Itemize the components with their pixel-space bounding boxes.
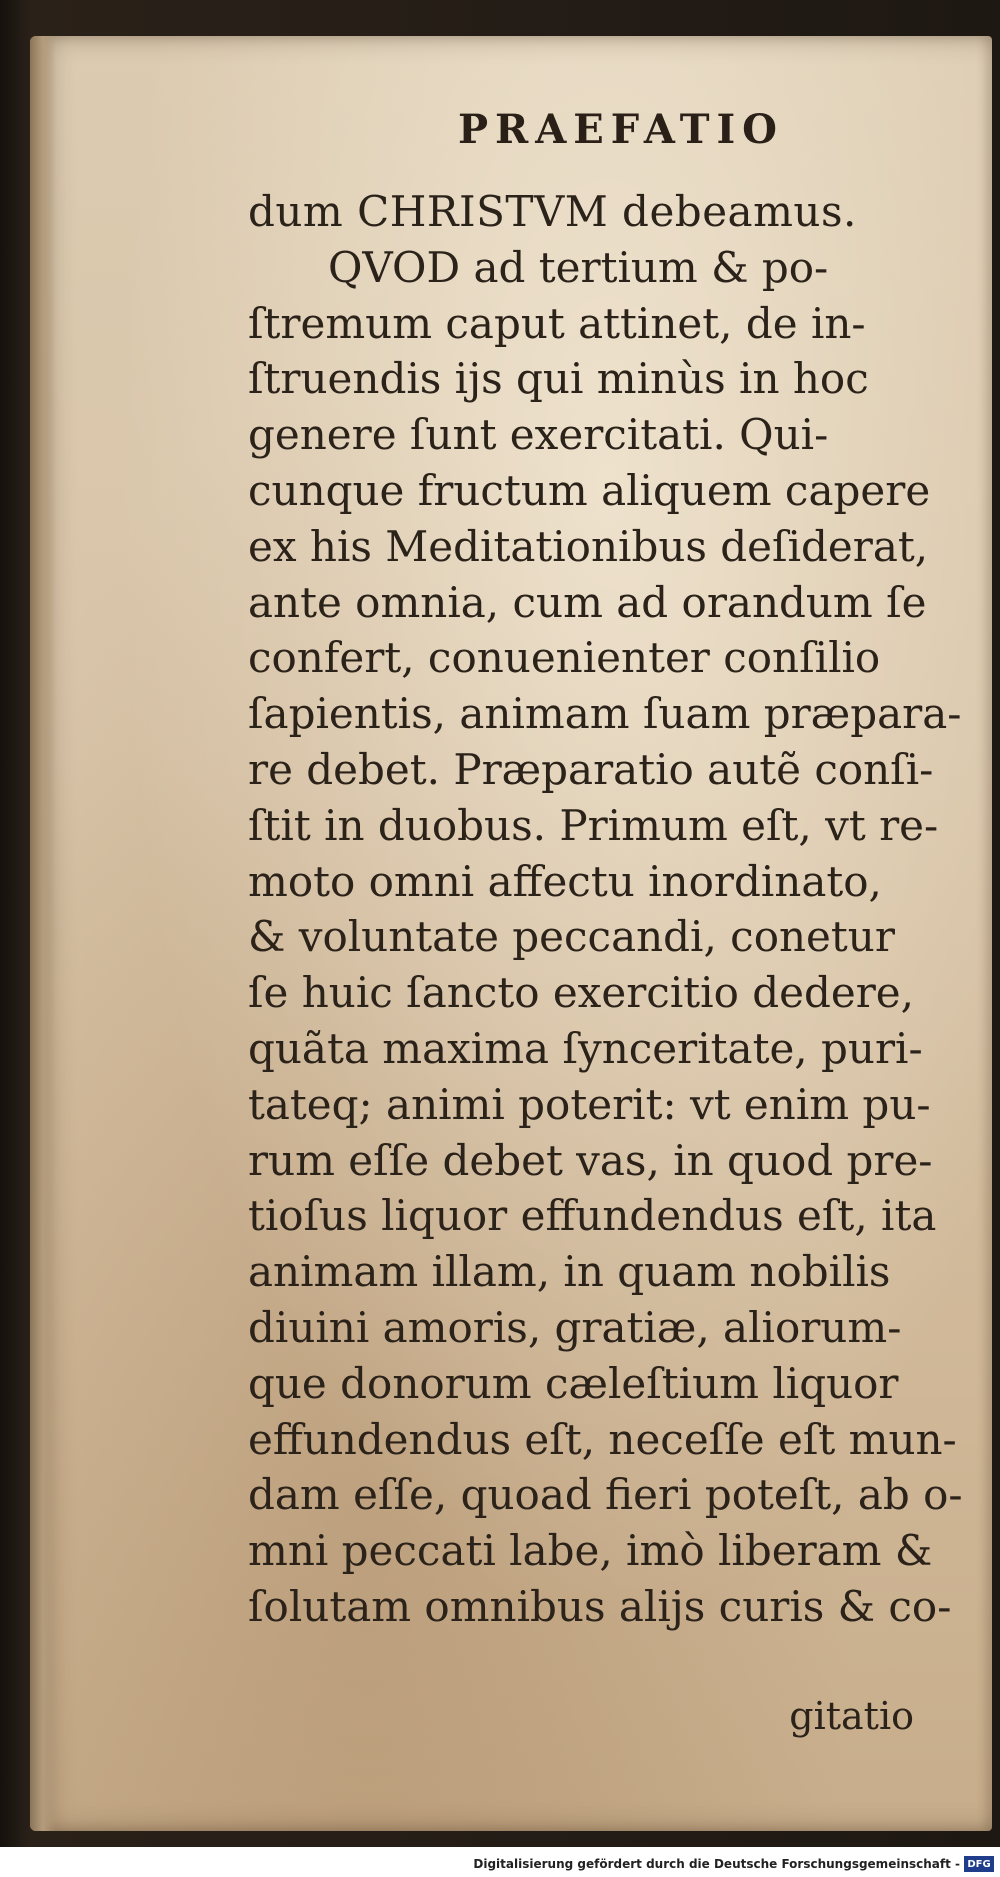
text-line: effundendus eſt, neceſſe eſt mun- bbox=[248, 1414, 957, 1464]
body-text bbox=[248, 184, 966, 1635]
text-line: quãta maxima ſynceritate, puri- bbox=[248, 1023, 923, 1073]
running-head: PRAEFATIO bbox=[457, 106, 785, 153]
text-line: ſolutam omnibus alijs curis & co- bbox=[248, 1581, 952, 1631]
text-line: QVOD ad tertium & po- bbox=[328, 242, 829, 292]
text-line: re debet. Præparatio autẽ conſi- bbox=[248, 744, 934, 794]
dfg-logo: DFG bbox=[964, 1856, 994, 1872]
text-line: dam eſſe, quoad fieri poteſt, ab o- bbox=[248, 1470, 963, 1520]
text-line: moto omni affectu inordinato, bbox=[248, 856, 882, 906]
text-line: ſtruendis ijs qui minùs in hoc bbox=[248, 354, 869, 404]
text-line: animam illam, in quam nobilis bbox=[248, 1247, 891, 1297]
catchword: gitatio bbox=[789, 1694, 914, 1738]
book-page bbox=[30, 36, 992, 1831]
text-line: que donorum cæleſtium liquor bbox=[248, 1358, 899, 1408]
text-line: rum eſſe debet vas, in quod pre- bbox=[248, 1135, 933, 1185]
text-line: tioſus liquor effundendus eſt, ita bbox=[248, 1191, 937, 1241]
text-line: diuini amoris, gratiæ, aliorum- bbox=[248, 1302, 902, 1352]
text-line: dum CHRISTVM debeamus. bbox=[248, 187, 857, 236]
text-line: genere ſunt exercitati. Qui- bbox=[248, 410, 829, 460]
text-line: ex his Meditationibus deſiderat, bbox=[248, 521, 929, 571]
text-line: ſtremum caput attinet, de in- bbox=[248, 298, 866, 348]
text-line: mni peccati labe, imò liberam & bbox=[248, 1526, 933, 1576]
text-line: tateq; animi poterit: vt enim pu- bbox=[248, 1079, 931, 1129]
text-line: cunque fructum aliquem capere bbox=[248, 465, 931, 515]
page-gutter bbox=[30, 36, 56, 1831]
text-line: ſapientis, animam ſuam præpara- bbox=[248, 689, 962, 739]
text-line: & voluntate peccandi, conetur bbox=[248, 912, 895, 962]
text-line: ſtit in duobus. Primum eſt, vt re- bbox=[248, 800, 939, 850]
funding-credit: Digitalisierung gefördert durch die Deutsche Forschungsgemeinschaft - bbox=[473, 1857, 960, 1871]
text-line: confert, conuenienter conſilio bbox=[248, 633, 881, 683]
text-line: ante omnia, cum ad orandum ſe bbox=[248, 577, 927, 627]
text-line: ſe huic ſancto exercitio dedere, bbox=[248, 968, 914, 1018]
footer-bar bbox=[0, 1847, 1000, 1877]
